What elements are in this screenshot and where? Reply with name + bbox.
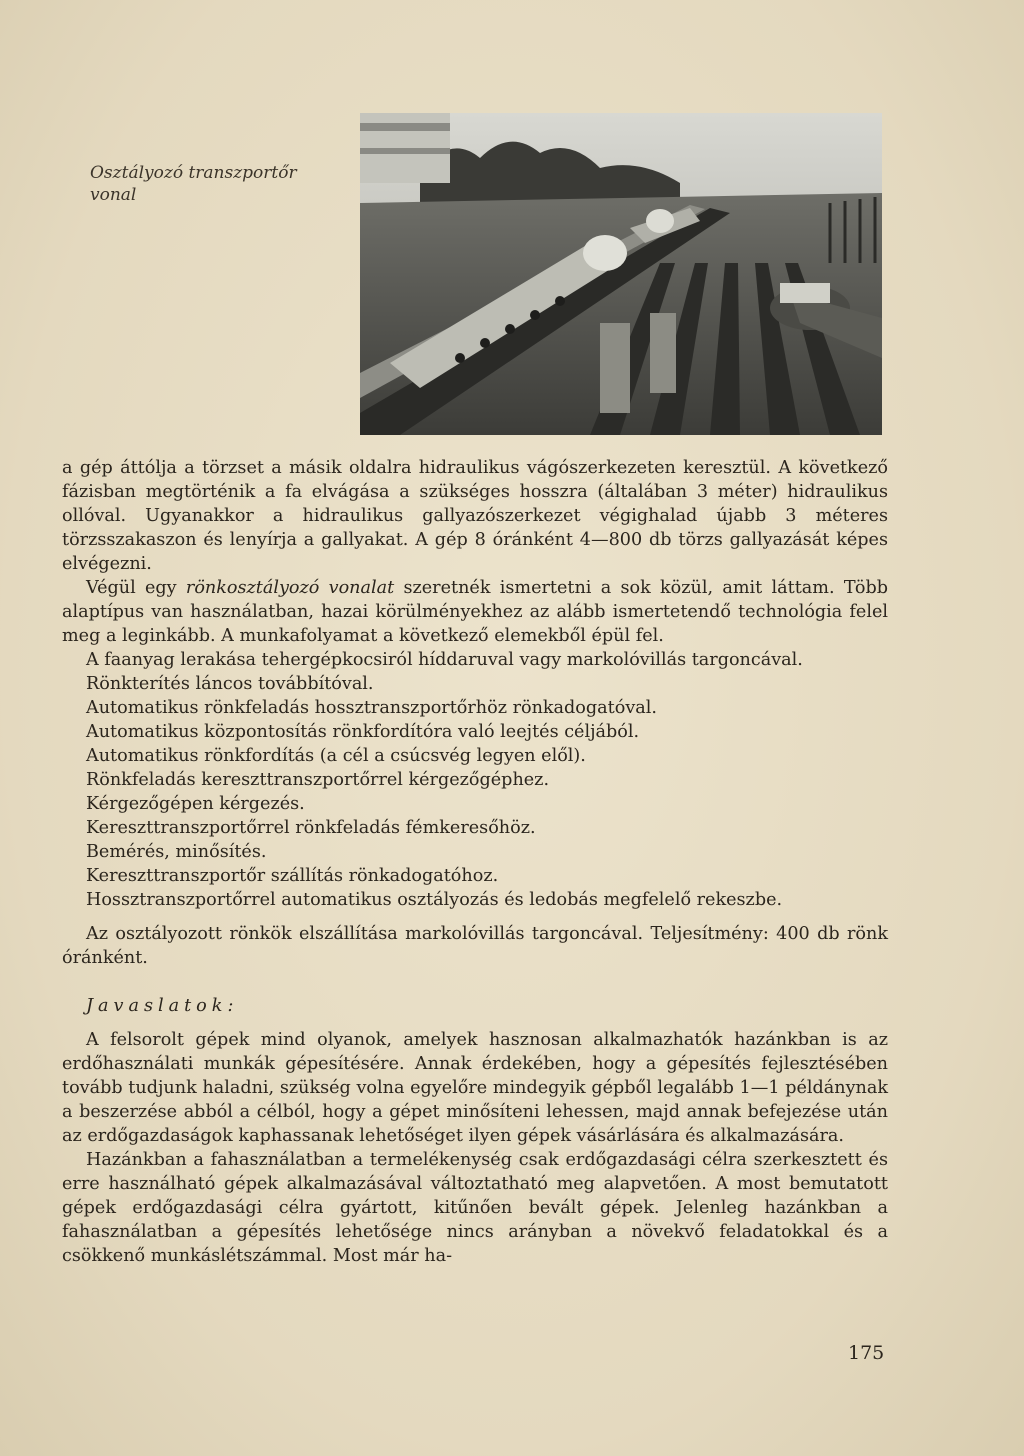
list-item: Automatikus rönkfordítás (a cél a csúcsvég legyen elől). (86, 746, 586, 766)
list-item: Kérgezőgépen kérgezés. (86, 794, 305, 814)
figure-caption (90, 162, 350, 206)
paragraph-2-start: Végül egy (86, 578, 177, 598)
body-text (62, 456, 888, 1268)
figure-caption-line-2: vonal (90, 185, 137, 205)
list-item: Automatikus rönkfeladás hossztranszportőrhöz rönkadogatóval. (86, 698, 657, 718)
section-heading: Javaslatok: (86, 996, 239, 1016)
list-item: Rönkterítés láncos továbbítóval. (86, 674, 374, 694)
paragraph-2-end: szeretnék ismertetni a sok közül, amit láttam. Több alaptípus van használatban, hazai körülményekhez az alább ismertetendő technológia felel meg a leginkább. A munkafolyamat a következő elemekből épül fel. (62, 578, 888, 646)
list-item: Bemérés, minősítés. (86, 842, 267, 862)
list-item: Kereszttranszportőr szállítás rönkadogatóhoz. (86, 866, 499, 886)
paragraph-5: Hazánkban a fahasználatban a termelékenység csak erdőgazdasági célra szerkesztett és erre használható gépek alkalmazásával változtatható meg alapvetően. A most bemutatott gépek erdőgazdasági célra gyártott, kitűnően bevált gépek. Jelenleg hazánkban a fahasználatban a gépesítés lehetősége nincs arányban a növekvő feladatokkal és a csökkenő munkáslétszámmal. Most már ha- (62, 1150, 888, 1266)
conveyor-line-photo-drawing (360, 113, 882, 435)
paragraph-2 (62, 576, 888, 648)
process-steps-list (62, 648, 888, 912)
paragraph-4: A felsorolt gépek mind olyanok, amelyek hasznosan alkalmazhatók hazánkban is az erdőhasználati munkák gépesítésére. Annak érdekében, hogy a gépesítés fejlesztésében tovább tudjunk haladni, szükség volna egyelőre mindegyik gépből legalább 1—1 példánynak a beszerzése abból a célból, hogy a gépet minősíteni lehessen, majd annak befejezése után az erdőgazdaságok kaphassanak lehetőséget ilyen gépek vásárlására és alkalmazására. (62, 1030, 888, 1146)
list-item: Hossztranszportőrrel automatikus osztályozás és ledobás megfelelő rekeszbe. (86, 890, 783, 910)
page-number: 175 (848, 1342, 885, 1364)
paragraph-1: a gép áttólja a törzset a másik oldalra hidraulikus vágószerkezeten keresztül. A következő fázisban megtörténik a fa elvágása a szükséges hosszra (általában 3 méter) hidraulikus ollóval. Ugyanakkor a hidraulikus gallyazószerkezet végighalad újabb 3 méteres törzsszakaszon és lenyírja a gallyakat. A gép 8 óránként 4—800 db törzs gallyazását képes elvégezni. (62, 458, 888, 574)
paragraph-3: Az osztályozott rönkök elszállítása markolóvillás targoncával. Teljesítmény: 400 db rönk óránként. (62, 924, 888, 968)
list-item: Automatikus központosítás rönkfordítóra való leejtés céljából. (86, 722, 640, 742)
list-item: Rönkfeladás kereszttranszportőrrel kérgezőgéphez. (86, 770, 550, 790)
figure-caption-line-1: Osztályozó transzportőr (90, 163, 297, 183)
list-item: Kereszttranszportőrrel rönkfeladás fémkeresőhöz. (86, 818, 536, 838)
paragraph-2-emphasis: rönkosztályozó vonalat (185, 578, 395, 598)
conveyor-line-photo (360, 113, 882, 435)
list-item: A faanyag lerakása tehergépkocsiról híddaruval vagy markolóvillás targoncával. (86, 650, 803, 670)
